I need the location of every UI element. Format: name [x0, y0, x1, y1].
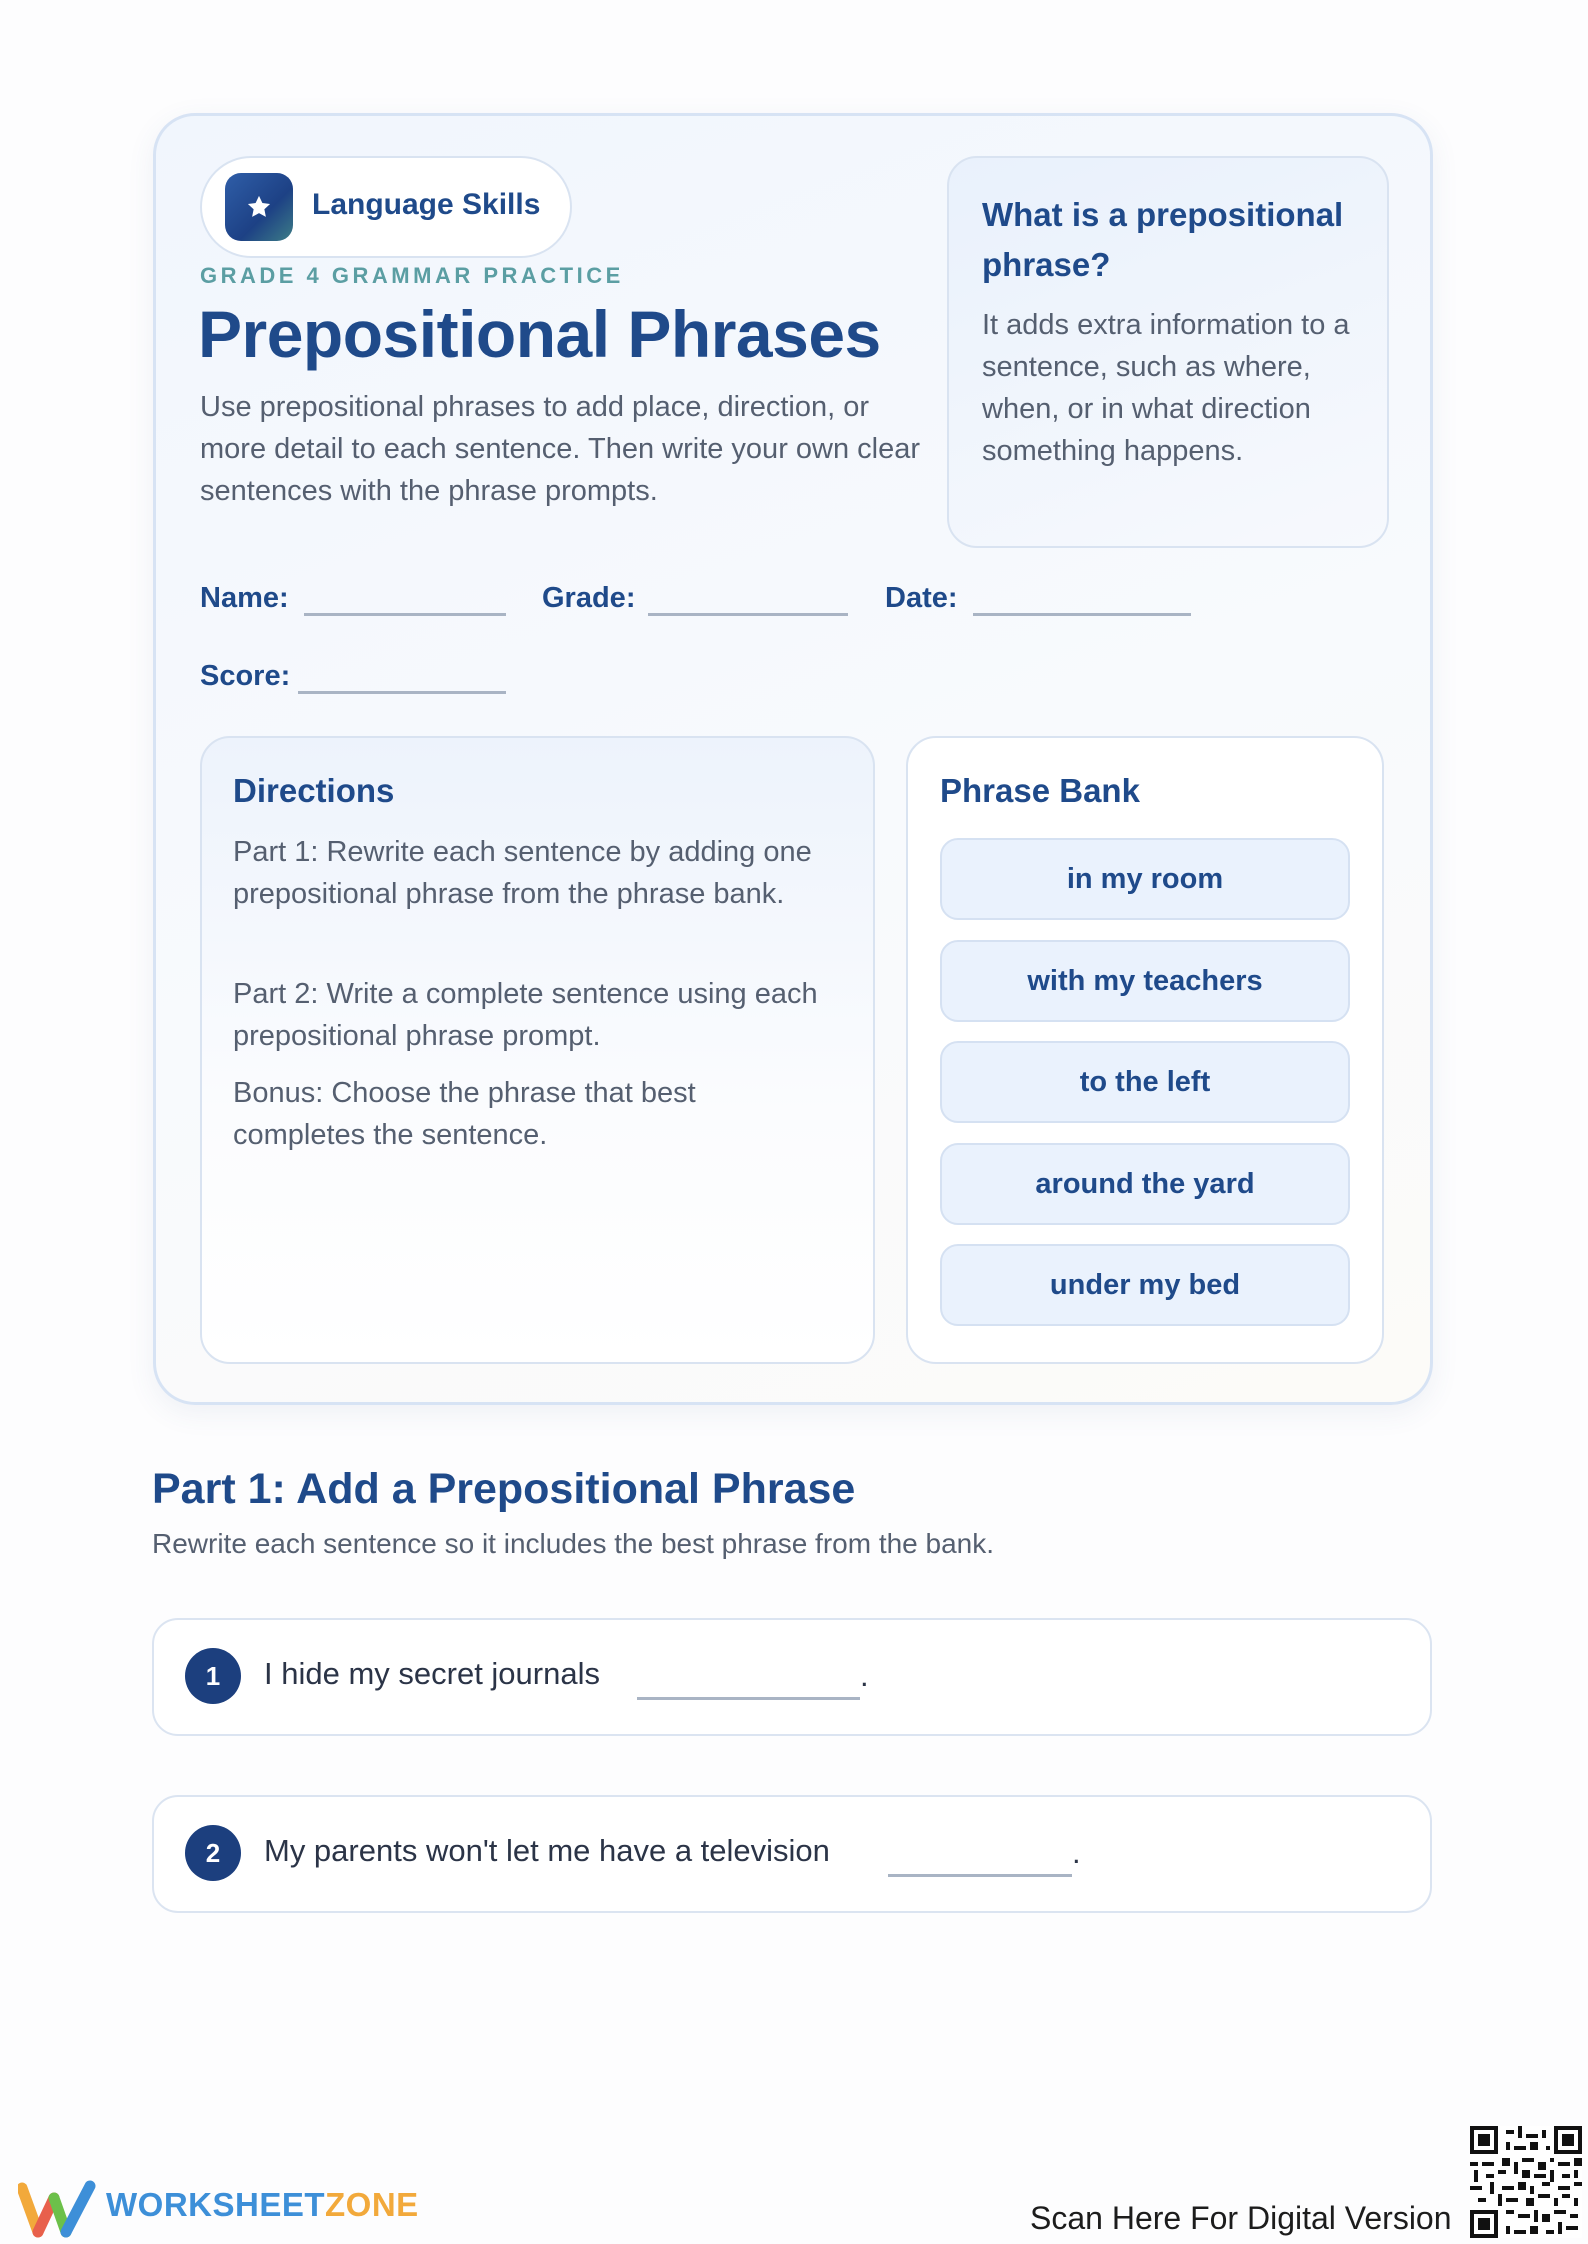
phrase-chip[interactable]: to the left — [940, 1041, 1350, 1123]
qr-code-icon[interactable] — [1470, 2126, 1582, 2238]
brand-part1: WORKSHEET — [106, 2186, 325, 2223]
question-text: I hide my secret journals — [264, 1656, 600, 1691]
page-title: Prepositional Phrases — [198, 297, 881, 371]
part1-subtitle: Rewrite each sentence so it includes the best phrase from the bank. — [152, 1528, 995, 1559]
intro-text: Use prepositional phrases to add place, direction, or more detail to each sentence. Then write your own clear sentences with the phrase prompts. — [200, 391, 921, 507]
definition-title: What is a prepositional phrase? — [982, 196, 1344, 283]
date-field[interactable] — [973, 613, 1191, 616]
question-text: My parents won't let me have a television — [264, 1833, 830, 1868]
brand-part2: ZONE — [325, 2186, 419, 2223]
badge-label: Language Skills — [312, 188, 541, 221]
direction-item: Part 2: Write a complete sentence using each prepositional phrase prompt. — [233, 978, 818, 1052]
grade-field[interactable] — [648, 613, 848, 616]
phrase-chip[interactable]: under my bed — [940, 1244, 1350, 1326]
phrase-bank-title: Phrase Bank — [940, 772, 1140, 809]
grade-kicker: GRADE 4 GRAMMAR PRACTICE — [200, 263, 624, 288]
phrase-chip[interactable]: around the yard — [940, 1143, 1350, 1225]
answer-blank[interactable] — [888, 1874, 1072, 1877]
score-label: Score: — [200, 660, 291, 692]
sentence-period: . — [1072, 1835, 1081, 1870]
name-field[interactable] — [304, 613, 506, 616]
phrase-chip[interactable]: with my teachers — [940, 940, 1350, 1022]
brand-wordmark — [106, 2186, 419, 2224]
direction-item: Part 1: Rewrite each sentence by adding one prepositional phrase from the phrase bank. — [233, 836, 812, 910]
date-label: Date: — [885, 582, 958, 614]
star-icon — [225, 173, 293, 241]
grade-label: Grade: — [542, 582, 636, 614]
direction-item: Bonus: Choose the phrase that best completes the sentence. — [233, 1077, 696, 1151]
question-number: 1 — [185, 1648, 241, 1704]
directions-title: Directions — [233, 772, 395, 809]
name-label: Name: — [200, 582, 289, 614]
phrase-chip[interactable]: in my room — [940, 838, 1350, 920]
answer-blank[interactable] — [637, 1697, 860, 1700]
sentence-period: . — [860, 1658, 869, 1693]
definition-text: It adds extra information to a sentence, such as where, when, or in what direction something happens. — [982, 309, 1350, 467]
part1-title: Part 1: Add a Prepositional Phrase — [152, 1465, 856, 1513]
score-field[interactable] — [298, 691, 506, 694]
scan-text: Scan Here For Digital Version — [1030, 2200, 1452, 2236]
worksheetzone-logo-icon — [18, 2180, 96, 2243]
question-number: 2 — [185, 1825, 241, 1881]
